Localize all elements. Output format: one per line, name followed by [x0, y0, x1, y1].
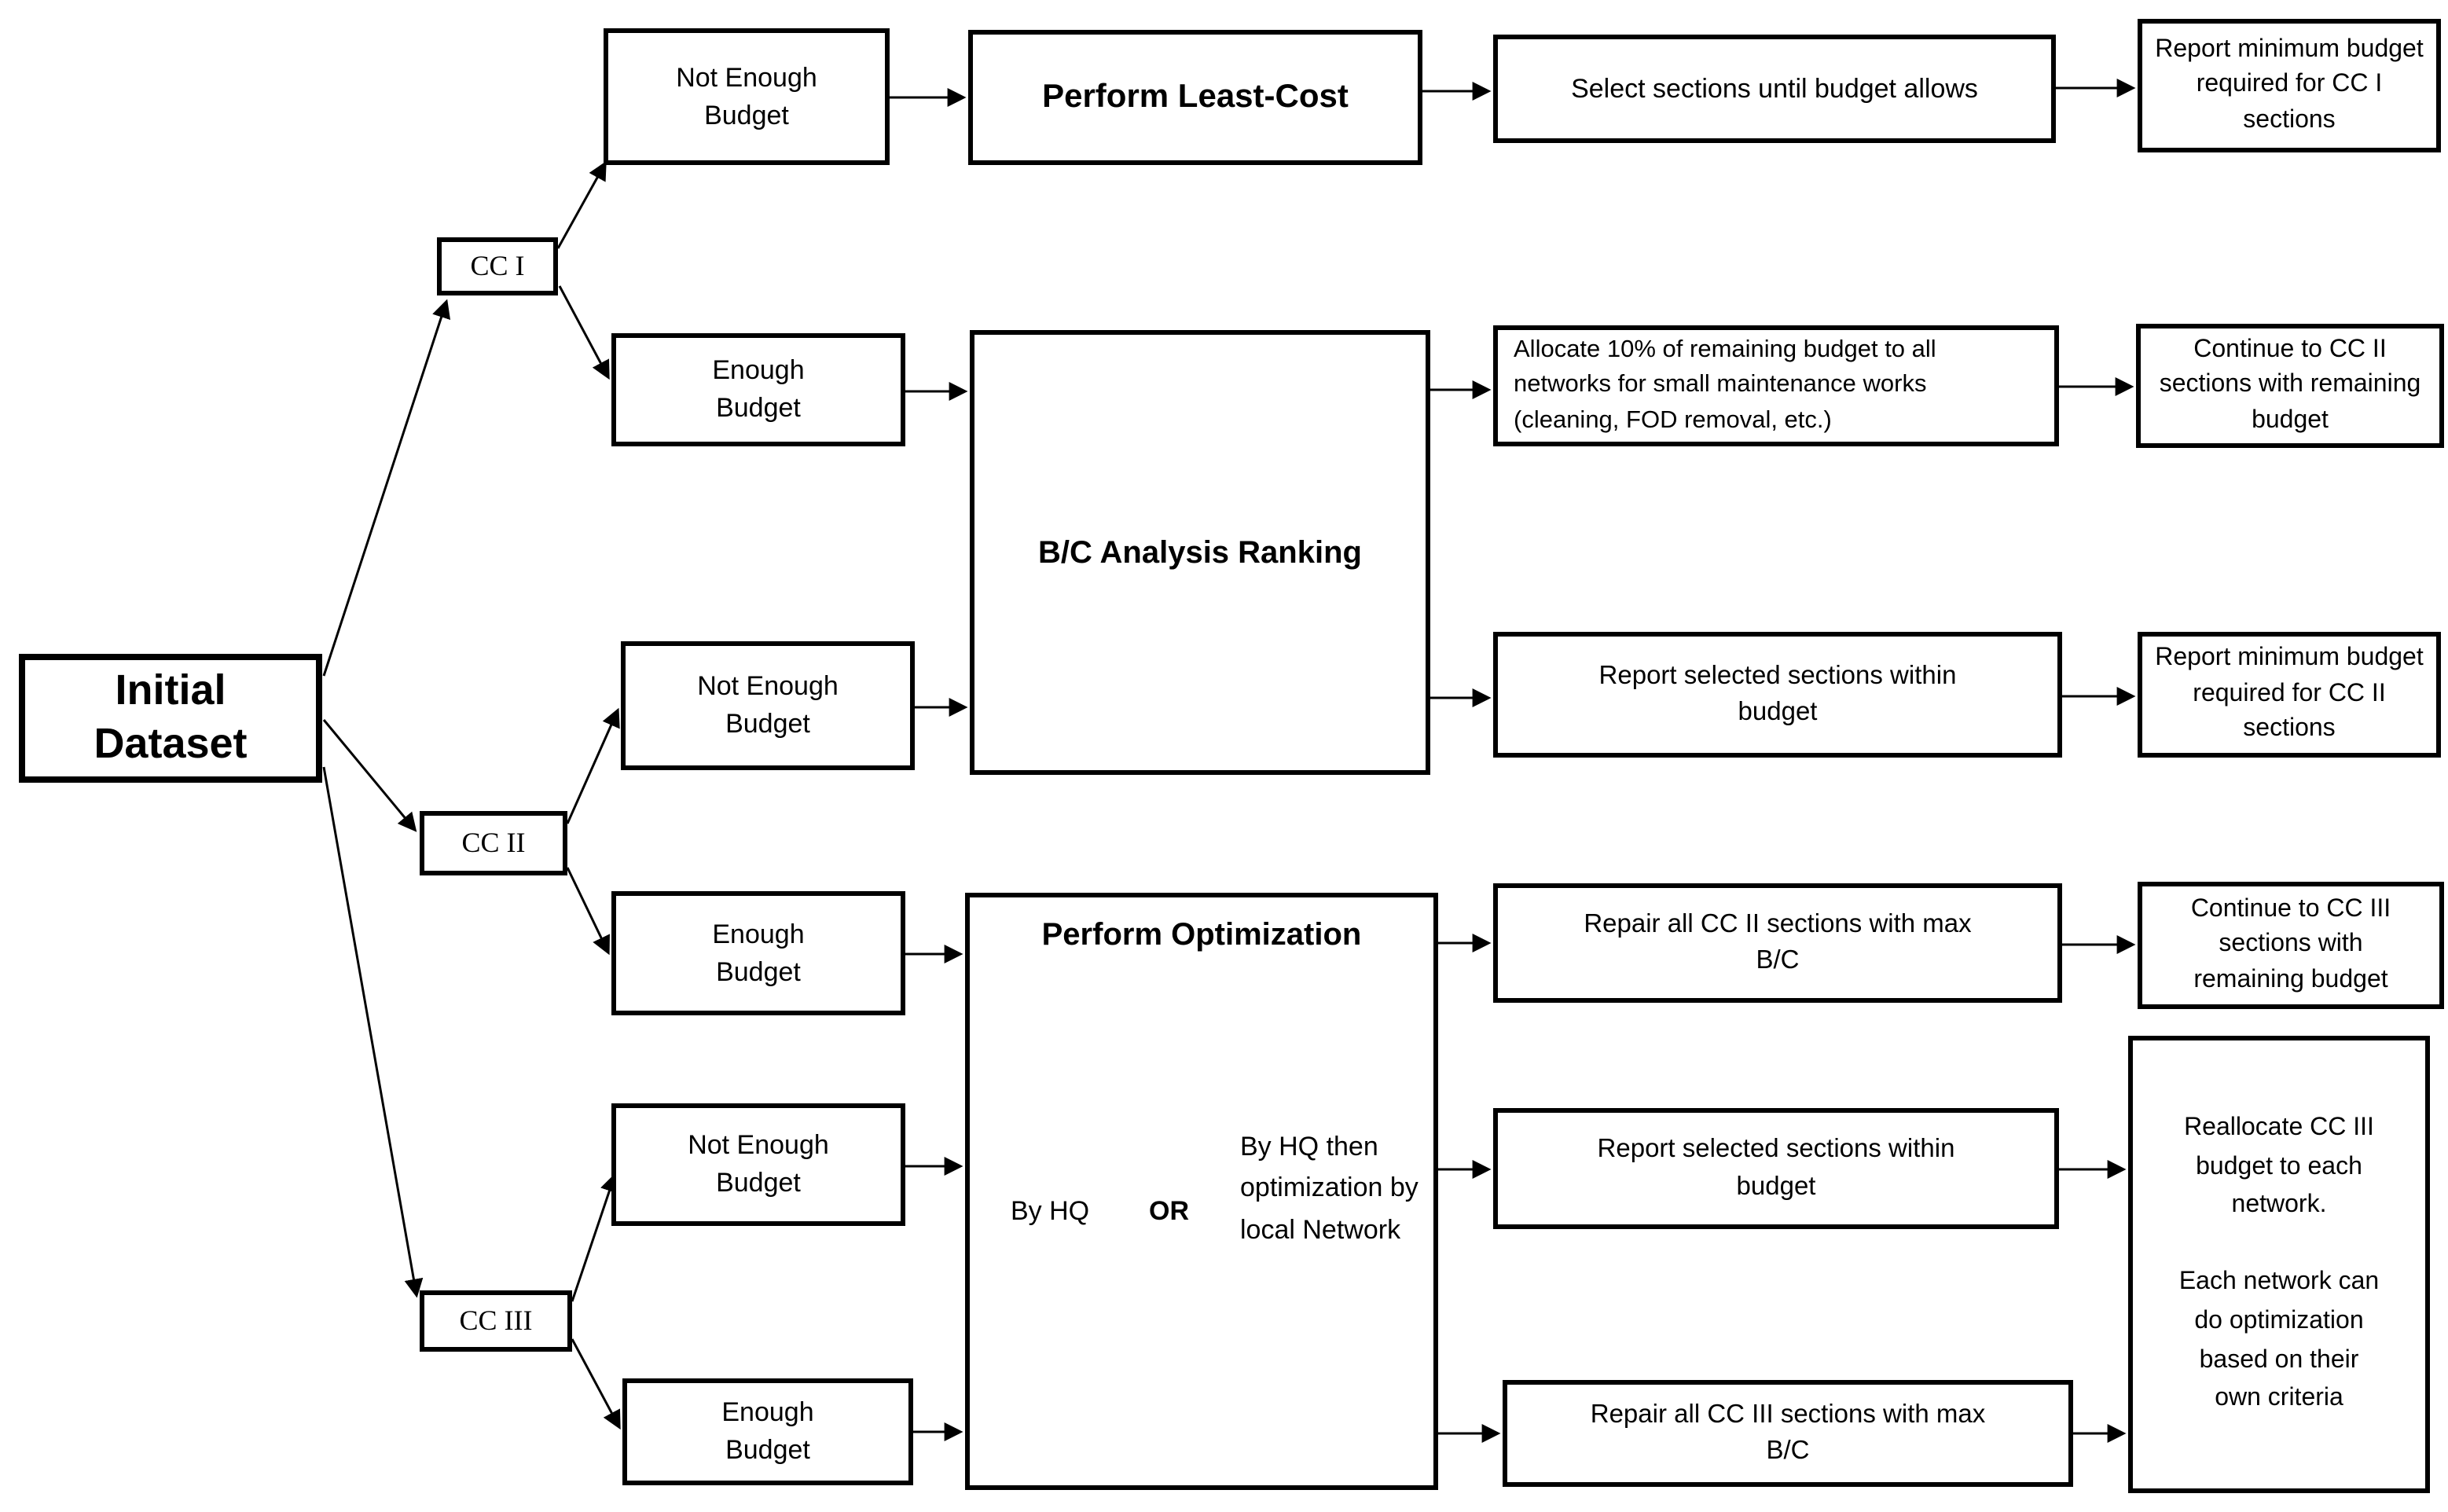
- node-continue-cc2: [2136, 324, 2444, 448]
- node-label: CC I: [470, 249, 525, 281]
- arrow-initial-cc3: [324, 767, 417, 1295]
- node-select-sections: [1493, 35, 2056, 143]
- node-label: Report selected sections within budget: [1598, 661, 1957, 726]
- arrow-cc3-neb3: [572, 1176, 615, 1301]
- node-label: Not Enough Budget: [676, 62, 817, 130]
- node-cc-iii: [420, 1290, 572, 1352]
- node-not-enough-budget-cc1: [604, 28, 890, 165]
- node-label: Not Enough Budget: [688, 1130, 829, 1198]
- node-not-enough-budget-cc3: [611, 1103, 905, 1226]
- node-label: B/C Analysis Ranking: [1038, 535, 1362, 570]
- arrow-initial-cc2: [324, 720, 415, 830]
- node-initial-dataset: [19, 654, 322, 783]
- node-cc-i: [437, 237, 558, 295]
- node-perform-least-cost: [968, 30, 1422, 165]
- node-label: Report selected sections within budget: [1597, 1135, 1955, 1200]
- option-by-hq-then-local: By HQ then optimization by local Network: [1240, 1132, 1419, 1245]
- node-label: Allocate 10% of remaining budget to all networks for small maintenance works (cleaning, FOD removal, etc.): [1514, 336, 1936, 434]
- node-not-enough-budget-cc2: [621, 641, 915, 770]
- arrow-initial-cc1: [324, 302, 446, 676]
- node-repair-cc3: [1503, 1380, 2073, 1487]
- node-label-paragraph-2: Each network can do optimization based on their own criteria: [2178, 1268, 2380, 1412]
- node-report-min-budget-cc2: [2138, 632, 2441, 758]
- node-label: Continue to CC II sections with remaining budget: [2159, 336, 2421, 434]
- arrow-cc2-eb2: [567, 868, 608, 952]
- node-enough-budget-cc3: [622, 1378, 913, 1485]
- node-perform-optimization: [965, 893, 1438, 1490]
- node-label: Enough Budget: [712, 355, 805, 423]
- node-label: Continue to CC III sections with remaining budget: [2190, 895, 2391, 993]
- arrow-cc1-neb1: [558, 163, 605, 248]
- node-continue-cc3: [2138, 882, 2444, 1009]
- arrow-cc1-eb1: [560, 286, 608, 377]
- node-report-selected-cc2: [1493, 632, 2062, 758]
- node-bc-analysis-ranking: [970, 330, 1430, 775]
- node-label: CC III: [459, 1304, 533, 1336]
- arrow-cc2-neb2: [567, 710, 618, 824]
- node-label: Repair all CC III sections with max B/C: [1590, 1400, 1986, 1465]
- option-by-hq: By HQ: [1011, 1196, 1090, 1226]
- arrow-cc3-eb3: [572, 1339, 619, 1427]
- node-report-min-budget-cc1: [2138, 19, 2441, 152]
- node-label: Perform Least-Cost: [1042, 79, 1349, 116]
- node-allocate-10-percent: [1493, 325, 2059, 446]
- node-label: Report minimum budget required for CC II sections: [2155, 644, 2424, 743]
- node-repair-cc2: [1493, 883, 2062, 1003]
- node-title: Perform Optimization: [1041, 918, 1362, 952]
- node-cc-ii: [420, 811, 567, 875]
- node-label: Initial Dataset: [94, 666, 248, 767]
- node-enough-budget-cc1: [611, 333, 905, 446]
- node-label: Report minimum budget required for CC I sections: [2155, 35, 2424, 134]
- option-or: OR: [1149, 1196, 1189, 1226]
- node-label: Not Enough Budget: [697, 671, 839, 739]
- node-label: Enough Budget: [712, 919, 805, 986]
- node-label: Enough Budget: [721, 1397, 814, 1465]
- node-label-paragraph-1: Reallocate CC III budget to each network.: [2184, 1114, 2374, 1219]
- node-label: CC II: [461, 826, 526, 858]
- node-label: Select sections until budget allows: [1571, 73, 1978, 104]
- node-enough-budget-cc2: [611, 891, 905, 1015]
- node-report-selected-cc3: [1493, 1108, 2059, 1229]
- node-label: Repair all CC II sections with max B/C: [1584, 909, 1972, 974]
- node-reallocate-cc3: [2128, 1036, 2430, 1493]
